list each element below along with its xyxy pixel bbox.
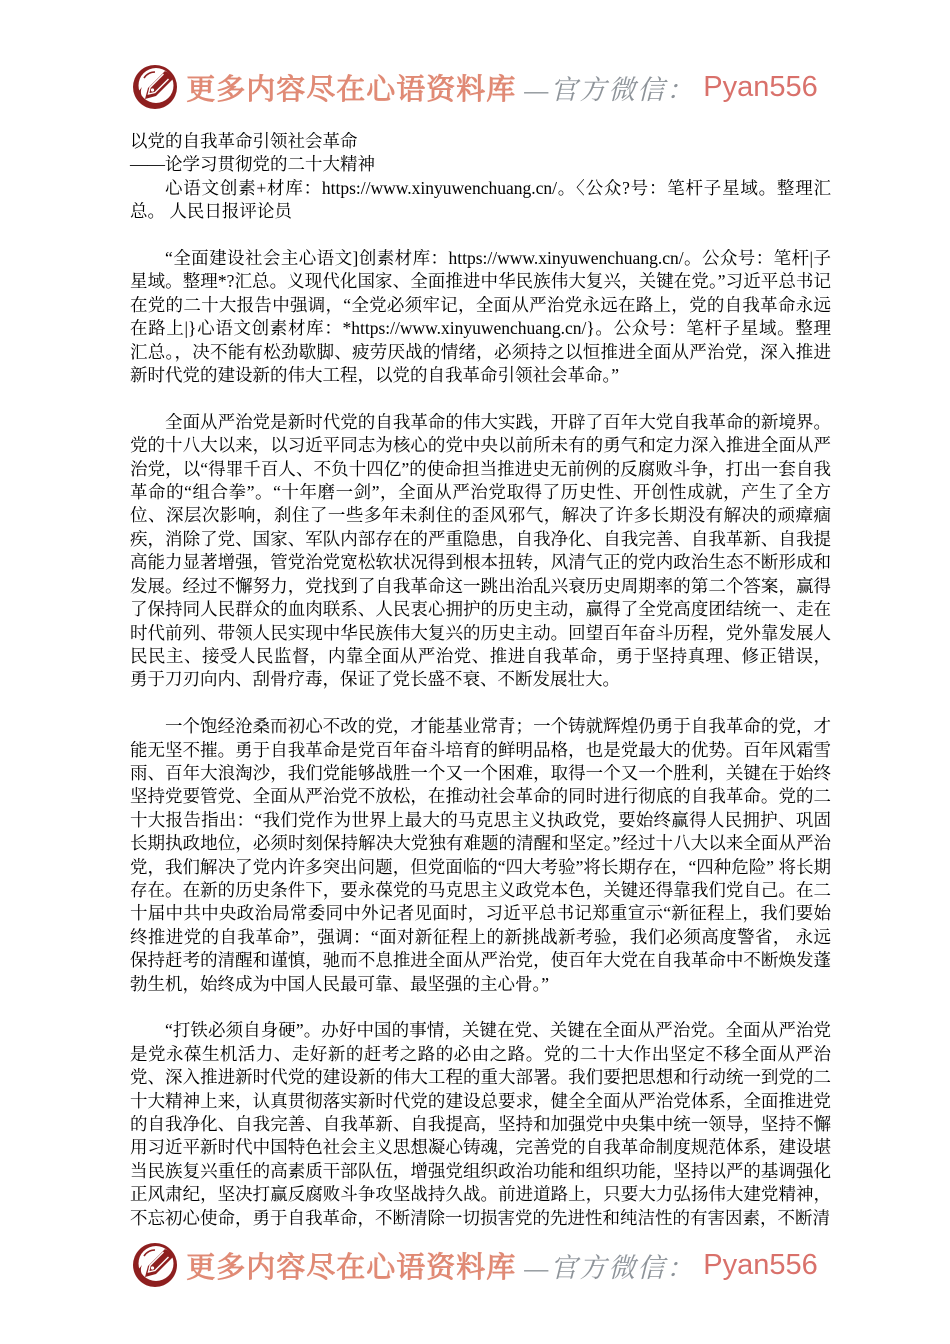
banner-brand-text: 更多内容尽在心语资料库 [186, 73, 517, 106]
banner-wechat-id: Pyan556 [703, 70, 818, 103]
paragraph-1: “全面建设社会主心语文]创素材库：https://www.xinyuwenchuang.cn/。公众号：笔杆|子星域。整理*?汇总。义现代化国家、全面推进中华民族伟大复兴，关键在党。”习近平总书记在党的二十大报告中强调，“全党必须牢记，全面从严治党永远在路上，党的自我革命永远在路上|}心语文创素材库：*https://www.xinyuwenchuang.cn/}。公众号：笔杆子星域。整理汇总。，决不能有松劲歇脚、疲劳厌战的情绪，必须持之以恒推进全面从严治党，深入推进新时代党的建设新的伟大工程，以党的自我革命引领社会革命。” [130, 248, 831, 386]
paragraph-4: “打铁必须自身硬”。办好中国的事情，关键在党、关键在全面从严治党。全面从严治党是党永葆生机活力、走好新的赶考之路的必由之路。党的二十大作出坚定不移全面从严治党、深入推进新时代党的建设新的伟大工程的重大部署。我们要把思想和行动统一到党的二十大精神上来，认真贯彻落实新时代党的建设总要求，健全全面从严治党体系，全面推进党的自我净化、自我完善、自我革新、自我提高，坚持和加强党中央集中统一领导，坚持不懈用习近平新时代中国特色社会主义思想凝心铸魂，完善党的自我革命制度规范体系，建设堪当民族复兴重任的高素质干部队伍，增强党组织政治功能和组织功能，坚持以严的基调强化正风肃纪，坚决打赢反腐败斗争攻坚战持久战。前进道路上，只要大力弘扬伟大建党精神， 不忘初心使命，勇于自我革命，不断清除一切损害党的先进性和纯洁性的有害因素，不断清 [130, 1020, 831, 1228]
watermark-header-banner [0, 64, 950, 110]
banner-wechat-label: —官方微信： [524, 74, 696, 105]
pen-circle-logo-icon [132, 1242, 178, 1288]
banner-brand-text: 更多内容尽在心语资料库 [186, 1251, 517, 1284]
document-body [130, 130, 831, 1230]
banner-wechat-label: —官方微信： [524, 1252, 696, 1283]
document-title: 以党的自我革命引领社会革命 [130, 131, 358, 151]
pen-circle-logo-icon [132, 64, 178, 110]
document-byline: 心语文创素+材库：https://www.xinyuwenchuang.cn/。〈公众?号：笔杆子星域。整理汇总。 人民日报评论员 [130, 177, 831, 222]
banner-wechat-id: Pyan556 [703, 1248, 818, 1281]
paragraph-2: 全面从严治党是新时代党的自我革命的伟大实践，开辟了百年大党自我革命的新境界。党的十八大以来，以习近平同志为核心的党中央以前所未有的勇气和定力深入推进全面从严治党，以“得罪千百人、不负十四亿”的使命担当推进史无前例的反腐败斗争，打出一套自我革命的“组合拳”。“十年磨一剑”，全面从严治党取得了历史性、开创性成就，产生了全方位、深层次影响，刹住了一些多年未刹住的歪风邪气，解决了许多长期没有解决的顽瘴痼疾，消除了党、国家、军队内部存在的严重隐患，自我净化、自我完善、自我革新、自我提高能力显著增强，管党治党宽松软状况得到根本扭转，风清气正的党内政治生态不断形成和发展。经过不懈努力，党找到了自我革命这一跳出治乱兴衰历史周期率的第二个答案，赢得了保持同人民群众的血肉联系、人民衷心拥护的历史主动，赢得了全党高度团结统一、走在时代前列、带领人民实现中华民族伟大复兴的历史主动。回望百年奋斗历程，党外靠发展人民民主、接受人民监督，内靠全面从严治党、推进自我革命，勇于坚持真理、修正错误， 勇于刀刃向内、刮骨疗毒，保证了党长盛不衰、不断发展壮大。 [130, 411, 831, 690]
watermark-footer-banner [0, 1242, 950, 1288]
paragraph-3: 一个饱经沧桑而初心不改的党，才能基业常青；一个铸就辉煌仍勇于自我革命的党，才能无坚不摧。勇于自我革命是党百年奋斗培育的鲜明品格，也是党最大的优势。百年风霜雪雨、百年大浪淘沙，我们党能够战胜一个又一个困难，取得一个又一个胜利，关键在于始终坚持党要管党、全面从严治党不放松，在推动社会革命的同时进行彻底的自我革命。党的二十大报告指出：“我们党作为世界上最大的马克思主义执政党，要始终赢得人民拥护、巩固长期执政地位，必须时刻保持解决大党独有难题的清醒和坚定。”经过十八大以来全面从严治党，我们解决了党内许多突出问题，但党面临的“四大考验”将长期存在，“四种危险” 将长期存在。在新的历史条件下，要永葆党的马克思主义政党本色，关键还得靠我们党自己。在二十届中共中央政治局常委同中外记者见面时，习近平总书记郑重宣示“新征程上，我们要始终推进党的自我革命”，强调：“面对新征程上的新挑战新考验，我们必须高度警省， 永远保持赶考的清醒和谨慎，驰而不息推进全面从严治党，使百年大党在自我革命中不断焕发蓬勃生机，始终成为中国人民最可靠、最坚强的主心骨。” [130, 716, 831, 994]
document-subtitle: ——论学习贯彻党的二十大精神 [130, 154, 375, 175]
